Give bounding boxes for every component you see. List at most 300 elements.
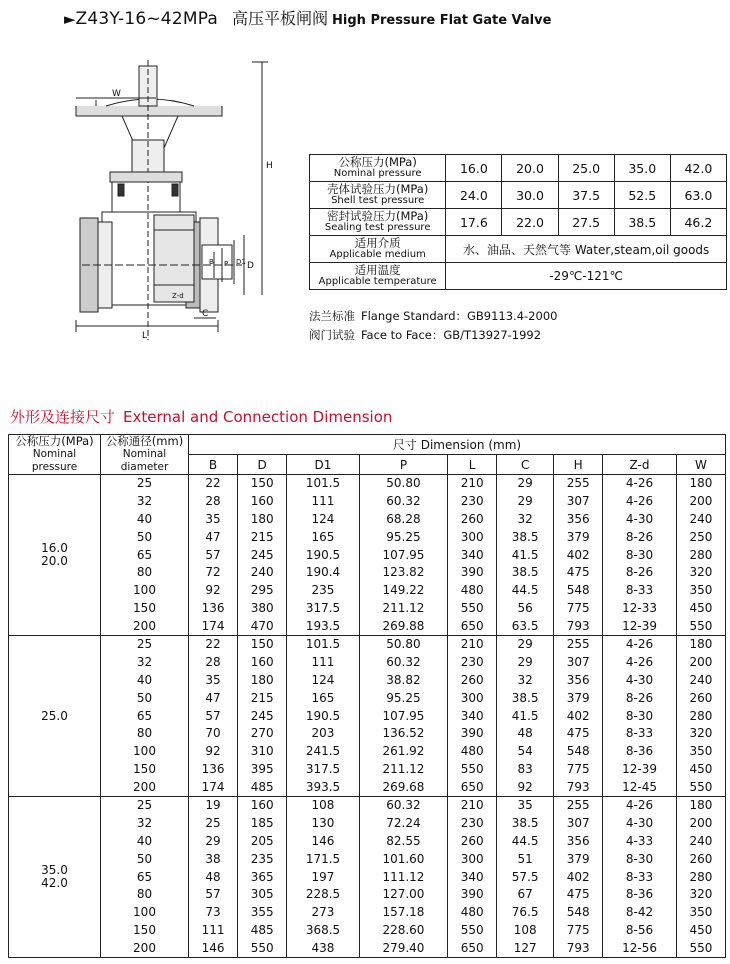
spec-label-en: Applicable temperature bbox=[318, 276, 437, 287]
pressure-cell bbox=[9, 475, 101, 636]
header-dimension: 尺寸 Dimension (mm) bbox=[189, 435, 726, 455]
dimension-cell: 8-33 bbox=[603, 582, 677, 600]
dimension-cell: 548 bbox=[554, 582, 603, 600]
dimension-cell: 190.5 bbox=[287, 546, 360, 564]
table-row bbox=[9, 546, 726, 564]
dimension-cell: 260 bbox=[676, 689, 725, 707]
dimension-cell: 111 bbox=[287, 492, 360, 510]
dimension-cell: 4-26 bbox=[603, 475, 677, 493]
dimension-cell: 550 bbox=[448, 761, 497, 779]
dimension-cell: 38.5 bbox=[497, 564, 554, 582]
diameter-cell: 200 bbox=[101, 940, 189, 958]
dimension-cell: 8-56 bbox=[603, 922, 677, 940]
pressure-cell bbox=[9, 636, 101, 797]
dimension-cell: 548 bbox=[554, 743, 603, 761]
dimension-cell: 127.00 bbox=[359, 886, 447, 904]
dimension-cell: 157.18 bbox=[359, 904, 447, 922]
dimension-cell: 475 bbox=[554, 564, 603, 582]
dimension-cell: 174 bbox=[189, 618, 238, 636]
spec-value: 30.0 bbox=[502, 182, 558, 209]
dimension-cell: 210 bbox=[448, 797, 497, 815]
spec-value: 35.0 bbox=[614, 155, 670, 182]
dimension-cell: 650 bbox=[448, 940, 497, 958]
spec-label-cn: 适用介质 bbox=[354, 236, 401, 250]
diameter-cell: 80 bbox=[101, 886, 189, 904]
dimension-cell: 320 bbox=[676, 886, 725, 904]
dimension-cell: 255 bbox=[554, 636, 603, 654]
dim-label-w: W bbox=[112, 89, 121, 99]
dimension-cell: 57 bbox=[189, 546, 238, 564]
dimension-cell: 160 bbox=[238, 653, 287, 671]
dimension-cell: 57 bbox=[189, 886, 238, 904]
diameter-cell: 200 bbox=[101, 779, 189, 797]
table-row bbox=[9, 904, 726, 922]
table-row bbox=[9, 618, 726, 636]
dimension-cell: 4-30 bbox=[603, 671, 677, 689]
table-row bbox=[9, 832, 726, 850]
dimension-cell: 51 bbox=[497, 850, 554, 868]
dimension-cell: 38.5 bbox=[497, 528, 554, 546]
dimension-cell: 174 bbox=[189, 779, 238, 797]
spec-label-cn: 密封试验压力(MPa) bbox=[326, 209, 429, 223]
dimension-cell: 793 bbox=[554, 779, 603, 797]
diameter-cell: 65 bbox=[101, 546, 189, 564]
dimension-cell: 29 bbox=[497, 475, 554, 493]
dimension-cell: 395 bbox=[238, 761, 287, 779]
dimension-cell: 180 bbox=[676, 636, 725, 654]
spec-value: 24.0 bbox=[446, 182, 502, 209]
dimension-cell: 107.95 bbox=[359, 546, 447, 564]
spec-row bbox=[310, 209, 727, 236]
table-row bbox=[9, 922, 726, 940]
dimension-cell: 210 bbox=[448, 636, 497, 654]
dimension-cell: 54 bbox=[497, 743, 554, 761]
spec-value: 17.6 bbox=[446, 209, 502, 236]
dimension-cell: 35 bbox=[497, 797, 554, 815]
section-heading: 外形及连接尺寸 External and Connection Dimension bbox=[10, 408, 393, 426]
dimension-cell: 107.95 bbox=[359, 707, 447, 725]
dimension-cell: 72.24 bbox=[359, 814, 447, 832]
dimension-cell: 775 bbox=[554, 761, 603, 779]
dimension-cell: 250 bbox=[676, 528, 725, 546]
spec-value: 16.0 bbox=[446, 155, 502, 182]
dimension-cell: 83 bbox=[497, 761, 554, 779]
dimension-cell: 108 bbox=[497, 922, 554, 940]
spec-label bbox=[310, 182, 446, 209]
dimension-cell: 28 bbox=[189, 492, 238, 510]
dimension-cell: 280 bbox=[676, 868, 725, 886]
dimension-cell: 280 bbox=[676, 707, 725, 725]
dimension-cell: 190.4 bbox=[287, 564, 360, 582]
dimension-cell: 305 bbox=[238, 886, 287, 904]
dimension-cell: 379 bbox=[554, 528, 603, 546]
dimension-cell: 340 bbox=[448, 707, 497, 725]
column-header: C bbox=[497, 455, 554, 475]
dimension-cell: 235 bbox=[238, 850, 287, 868]
dimension-cell: 57 bbox=[189, 707, 238, 725]
dimension-cell: 485 bbox=[238, 922, 287, 940]
spec-row bbox=[310, 155, 727, 182]
dimension-cell: 50.80 bbox=[359, 475, 447, 493]
diameter-cell: 100 bbox=[101, 743, 189, 761]
dimension-cell: 307 bbox=[554, 653, 603, 671]
dimension-cell: 550 bbox=[448, 600, 497, 618]
dimension-cell: 650 bbox=[448, 779, 497, 797]
dimension-cell: 190.5 bbox=[287, 707, 360, 725]
spec-label bbox=[310, 263, 446, 290]
spec-value: 63.0 bbox=[670, 182, 726, 209]
dimension-cell: 193.5 bbox=[287, 618, 360, 636]
dimension-cell: 450 bbox=[676, 761, 725, 779]
dimension-cell: 76.5 bbox=[497, 904, 554, 922]
dimension-cell: 470 bbox=[238, 618, 287, 636]
diameter-cell: 25 bbox=[101, 475, 189, 493]
dimension-cell: 307 bbox=[554, 492, 603, 510]
dim-label-d1: D1 bbox=[236, 258, 246, 266]
spec-label-cn: 壳体试验压力(MPa) bbox=[326, 182, 429, 196]
dimension-cell: 4-26 bbox=[603, 492, 677, 510]
spec-label-cn: 适用温度 bbox=[354, 263, 401, 277]
spec-label-cn: 公称压力(MPa) bbox=[338, 155, 417, 169]
diameter-cell: 150 bbox=[101, 761, 189, 779]
dimension-cell: 260 bbox=[448, 832, 497, 850]
dimension-cell: 402 bbox=[554, 546, 603, 564]
dimension-cell: 38 bbox=[189, 850, 238, 868]
dimension-cell: 123.82 bbox=[359, 564, 447, 582]
dimension-cell: 210 bbox=[448, 475, 497, 493]
column-header: H bbox=[554, 455, 603, 475]
dimension-cell: 44.5 bbox=[497, 582, 554, 600]
dimension-cell: 550 bbox=[448, 922, 497, 940]
dimension-cell: 550 bbox=[676, 618, 725, 636]
dimension-cell: 550 bbox=[676, 940, 725, 958]
dimension-cell: 50.80 bbox=[359, 636, 447, 654]
dimension-cell: 255 bbox=[554, 797, 603, 815]
column-header: W bbox=[676, 455, 725, 475]
dimension-cell: 215 bbox=[238, 528, 287, 546]
spec-value: 37.5 bbox=[558, 182, 614, 209]
dimension-cell: 160 bbox=[238, 492, 287, 510]
dimension-cell: 390 bbox=[448, 725, 497, 743]
dimension-cell: 29 bbox=[497, 636, 554, 654]
dimension-cell: 70 bbox=[189, 725, 238, 743]
dim-label-p: P bbox=[224, 260, 229, 268]
spec-span-value: 水、油品、天然气等 Water,steam,oil goods bbox=[446, 236, 727, 263]
dimension-cell: 793 bbox=[554, 940, 603, 958]
spec-table bbox=[309, 154, 727, 290]
dimension-cell: 146 bbox=[189, 940, 238, 958]
dimension-cell: 127 bbox=[497, 940, 554, 958]
dimension-cell: 279.40 bbox=[359, 940, 447, 958]
dimension-cell: 12-33 bbox=[603, 600, 677, 618]
dimension-cell: 165 bbox=[287, 528, 360, 546]
dimension-cell: 111.12 bbox=[359, 868, 447, 886]
standards-block bbox=[309, 307, 557, 345]
table-row bbox=[9, 850, 726, 868]
dimension-cell: 56 bbox=[497, 600, 554, 618]
dimension-cell: 200 bbox=[676, 492, 725, 510]
diameter-cell: 100 bbox=[101, 582, 189, 600]
diameter-cell: 40 bbox=[101, 671, 189, 689]
spec-value: 52.5 bbox=[614, 182, 670, 209]
dimension-cell: 8-26 bbox=[603, 528, 677, 546]
dimension-cell: 111 bbox=[189, 922, 238, 940]
column-header: P bbox=[359, 455, 447, 475]
column-header: D bbox=[238, 455, 287, 475]
dimension-cell: 38.5 bbox=[497, 689, 554, 707]
model-number: Z43Y-16~42MPa bbox=[75, 9, 219, 29]
diameter-cell: 150 bbox=[101, 922, 189, 940]
dimension-cell: 356 bbox=[554, 671, 603, 689]
dimension-cell: 793 bbox=[554, 618, 603, 636]
flange-standard: 法兰标准 Flange Standard：GB9113.4-2000 bbox=[309, 309, 558, 323]
dimension-cell: 260 bbox=[448, 671, 497, 689]
dimension-cell: 63.5 bbox=[497, 618, 554, 636]
dimension-cell: 57.5 bbox=[497, 868, 554, 886]
diameter-cell: 40 bbox=[101, 510, 189, 528]
dimension-cell: 8-26 bbox=[603, 689, 677, 707]
dimension-cell: 47 bbox=[189, 528, 238, 546]
dimension-cell: 185 bbox=[238, 814, 287, 832]
table-row bbox=[9, 779, 726, 797]
dimension-cell: 240 bbox=[676, 832, 725, 850]
dimension-cell: 12-39 bbox=[603, 618, 677, 636]
dimension-cell: 4-26 bbox=[603, 653, 677, 671]
dimension-cell: 22 bbox=[189, 636, 238, 654]
dimension-cell: 160 bbox=[238, 797, 287, 815]
dim-label-zd: Z-d bbox=[172, 292, 184, 300]
dimension-cell: 8-30 bbox=[603, 850, 677, 868]
pressure-value: 20.0 bbox=[41, 554, 68, 568]
dimension-cell: 475 bbox=[554, 725, 603, 743]
dimension-cell: 269.88 bbox=[359, 618, 447, 636]
dimension-cell: 180 bbox=[238, 510, 287, 528]
dimension-cell: 200 bbox=[676, 814, 725, 832]
pressure-value: 42.0 bbox=[41, 876, 68, 891]
dimension-table bbox=[8, 434, 726, 958]
diameter-cell: 25 bbox=[101, 797, 189, 815]
diameter-cell: 40 bbox=[101, 832, 189, 850]
dimension-cell: 4-30 bbox=[603, 510, 677, 528]
dimension-cell: 485 bbox=[238, 779, 287, 797]
diameter-cell: 50 bbox=[101, 850, 189, 868]
dimension-cell: 228.5 bbox=[287, 886, 360, 904]
spec-row bbox=[310, 236, 727, 263]
diameter-cell: 200 bbox=[101, 618, 189, 636]
dimension-cell: 379 bbox=[554, 850, 603, 868]
dimension-cell: 101.5 bbox=[287, 475, 360, 493]
dimension-cell: 269.68 bbox=[359, 779, 447, 797]
diameter-cell: 32 bbox=[101, 814, 189, 832]
dimension-cell: 548 bbox=[554, 904, 603, 922]
dimension-cell: 95.25 bbox=[359, 689, 447, 707]
dimension-cell: 25 bbox=[189, 814, 238, 832]
play-arrow-icon: ► bbox=[64, 10, 76, 28]
dimension-cell: 310 bbox=[238, 743, 287, 761]
spec-value: 27.5 bbox=[558, 209, 614, 236]
dimension-cell: 29 bbox=[497, 653, 554, 671]
table-row bbox=[9, 707, 726, 725]
dimension-cell: 260 bbox=[448, 510, 497, 528]
diameter-cell: 100 bbox=[101, 904, 189, 922]
table-row bbox=[9, 689, 726, 707]
table-row bbox=[9, 743, 726, 761]
pressure-value: 16.0 bbox=[41, 541, 68, 555]
spec-label-en: Applicable medium bbox=[329, 249, 426, 260]
table-row bbox=[9, 564, 726, 582]
dimension-cell: 41.5 bbox=[497, 707, 554, 725]
diameter-cell: 32 bbox=[101, 653, 189, 671]
table-row bbox=[9, 761, 726, 779]
dimension-cell: 650 bbox=[448, 618, 497, 636]
spec-value: 42.0 bbox=[670, 155, 726, 182]
diameter-cell: 32 bbox=[101, 492, 189, 510]
dimension-cell: 44.5 bbox=[497, 832, 554, 850]
column-header: D1 bbox=[287, 455, 360, 475]
spec-value: 46.2 bbox=[670, 209, 726, 236]
spec-label bbox=[310, 155, 446, 182]
dimension-cell: 101.60 bbox=[359, 850, 447, 868]
table-row bbox=[9, 940, 726, 958]
dimension-cell: 380 bbox=[238, 600, 287, 618]
dimension-cell: 92 bbox=[189, 743, 238, 761]
dimension-cell: 261.92 bbox=[359, 743, 447, 761]
dimension-cell: 108 bbox=[287, 797, 360, 815]
dimension-cell: 240 bbox=[238, 564, 287, 582]
spec-span-value: -29℃-121℃ bbox=[446, 263, 727, 290]
diameter-cell: 150 bbox=[101, 600, 189, 618]
dimension-cell: 73 bbox=[189, 904, 238, 922]
spec-value: 20.0 bbox=[502, 155, 558, 182]
dimension-cell: 307 bbox=[554, 814, 603, 832]
dim-label-d: D bbox=[247, 261, 254, 271]
dimension-cell: 95.25 bbox=[359, 528, 447, 546]
table-row bbox=[9, 886, 726, 904]
dimension-cell: 230 bbox=[448, 653, 497, 671]
spec-value: 22.0 bbox=[502, 209, 558, 236]
dimension-cell: 450 bbox=[676, 922, 725, 940]
dimension-cell: 136 bbox=[189, 600, 238, 618]
dimension-cell: 12-56 bbox=[603, 940, 677, 958]
dimension-cell: 4-30 bbox=[603, 814, 677, 832]
title-cn: 高压平板闸阀 bbox=[232, 9, 329, 28]
spec-value: 25.0 bbox=[558, 155, 614, 182]
dimension-cell: 300 bbox=[448, 528, 497, 546]
dimension-cell: 19 bbox=[189, 797, 238, 815]
dimension-cell: 48 bbox=[189, 868, 238, 886]
dimension-cell: 350 bbox=[676, 582, 725, 600]
dimension-cell: 320 bbox=[676, 564, 725, 582]
dimension-cell: 60.32 bbox=[359, 653, 447, 671]
dimension-cell: 35 bbox=[189, 671, 238, 689]
dimension-cell: 295 bbox=[238, 582, 287, 600]
dimension-cell: 29 bbox=[497, 492, 554, 510]
dimension-cell: 8-36 bbox=[603, 886, 677, 904]
dimension-cell: 475 bbox=[554, 886, 603, 904]
spec-row bbox=[310, 263, 727, 290]
dimension-cell: 368.5 bbox=[287, 922, 360, 940]
diameter-cell: 65 bbox=[101, 868, 189, 886]
dimension-cell: 197 bbox=[287, 868, 360, 886]
diameter-cell: 50 bbox=[101, 528, 189, 546]
dimension-cell: 28 bbox=[189, 653, 238, 671]
dimension-cell: 438 bbox=[287, 940, 360, 958]
dimension-cell: 356 bbox=[554, 510, 603, 528]
dimension-cell: 379 bbox=[554, 689, 603, 707]
dimension-cell: 60.32 bbox=[359, 492, 447, 510]
dimension-cell: 300 bbox=[448, 689, 497, 707]
dimension-cell: 255 bbox=[554, 475, 603, 493]
column-header: Z-d bbox=[603, 455, 677, 475]
spec-row bbox=[310, 182, 727, 209]
dimension-cell: 215 bbox=[238, 689, 287, 707]
dimension-cell: 317.5 bbox=[287, 761, 360, 779]
dimension-cell: 12-45 bbox=[603, 779, 677, 797]
diameter-cell: 25 bbox=[101, 636, 189, 654]
table-row bbox=[9, 528, 726, 546]
dimension-cell: 8-33 bbox=[603, 868, 677, 886]
dimension-cell: 8-30 bbox=[603, 707, 677, 725]
dimension-cell: 124 bbox=[287, 671, 360, 689]
title-en: High Pressure Flat Gate Valve bbox=[332, 13, 552, 28]
dimension-cell: 72 bbox=[189, 564, 238, 582]
page-title bbox=[64, 6, 551, 29]
dimension-cell: 8-30 bbox=[603, 546, 677, 564]
diameter-cell: 65 bbox=[101, 707, 189, 725]
dimension-cell: 124 bbox=[287, 510, 360, 528]
dimension-cell: 200 bbox=[676, 653, 725, 671]
dimension-cell: 205 bbox=[238, 832, 287, 850]
dimension-cell: 41.5 bbox=[497, 546, 554, 564]
spec-label bbox=[310, 236, 446, 263]
column-header: B bbox=[189, 455, 238, 475]
dimension-cell: 230 bbox=[448, 814, 497, 832]
dim-label-l: L bbox=[142, 331, 148, 340]
table-row bbox=[9, 600, 726, 618]
dimension-cell: 550 bbox=[238, 940, 287, 958]
dimension-cell: 775 bbox=[554, 600, 603, 618]
dimension-cell: 211.12 bbox=[359, 761, 447, 779]
dimension-cell: 241.5 bbox=[287, 743, 360, 761]
dimension-cell: 165 bbox=[287, 689, 360, 707]
table-row bbox=[9, 814, 726, 832]
dimension-cell: 38.82 bbox=[359, 671, 447, 689]
dimension-cell: 350 bbox=[676, 743, 725, 761]
dimension-cell: 12-39 bbox=[603, 761, 677, 779]
dimension-cell: 8-33 bbox=[603, 725, 677, 743]
dimension-cell: 480 bbox=[448, 743, 497, 761]
dimension-cell: 180 bbox=[676, 475, 725, 493]
table-row bbox=[9, 653, 726, 671]
dimension-cell: 149.22 bbox=[359, 582, 447, 600]
dimension-cell: 240 bbox=[676, 510, 725, 528]
dimension-cell: 340 bbox=[448, 546, 497, 564]
dimension-cell: 136.52 bbox=[359, 725, 447, 743]
pressure-value: 25.0 bbox=[41, 708, 68, 723]
dimension-cell: 228.60 bbox=[359, 922, 447, 940]
spec-label-en: Sealing test pressure bbox=[324, 222, 431, 233]
dimension-cell: 320 bbox=[676, 725, 725, 743]
dim-label-c: C bbox=[202, 309, 209, 319]
dimension-cell: 130 bbox=[287, 814, 360, 832]
dimension-cell: 355 bbox=[238, 904, 287, 922]
dim-label-b: B bbox=[209, 258, 214, 266]
dimension-cell: 29 bbox=[189, 832, 238, 850]
table-row bbox=[9, 510, 726, 528]
dimension-cell: 480 bbox=[448, 904, 497, 922]
spec-label-en: Shell test pressure bbox=[331, 195, 425, 206]
dimension-cell: 146 bbox=[287, 832, 360, 850]
